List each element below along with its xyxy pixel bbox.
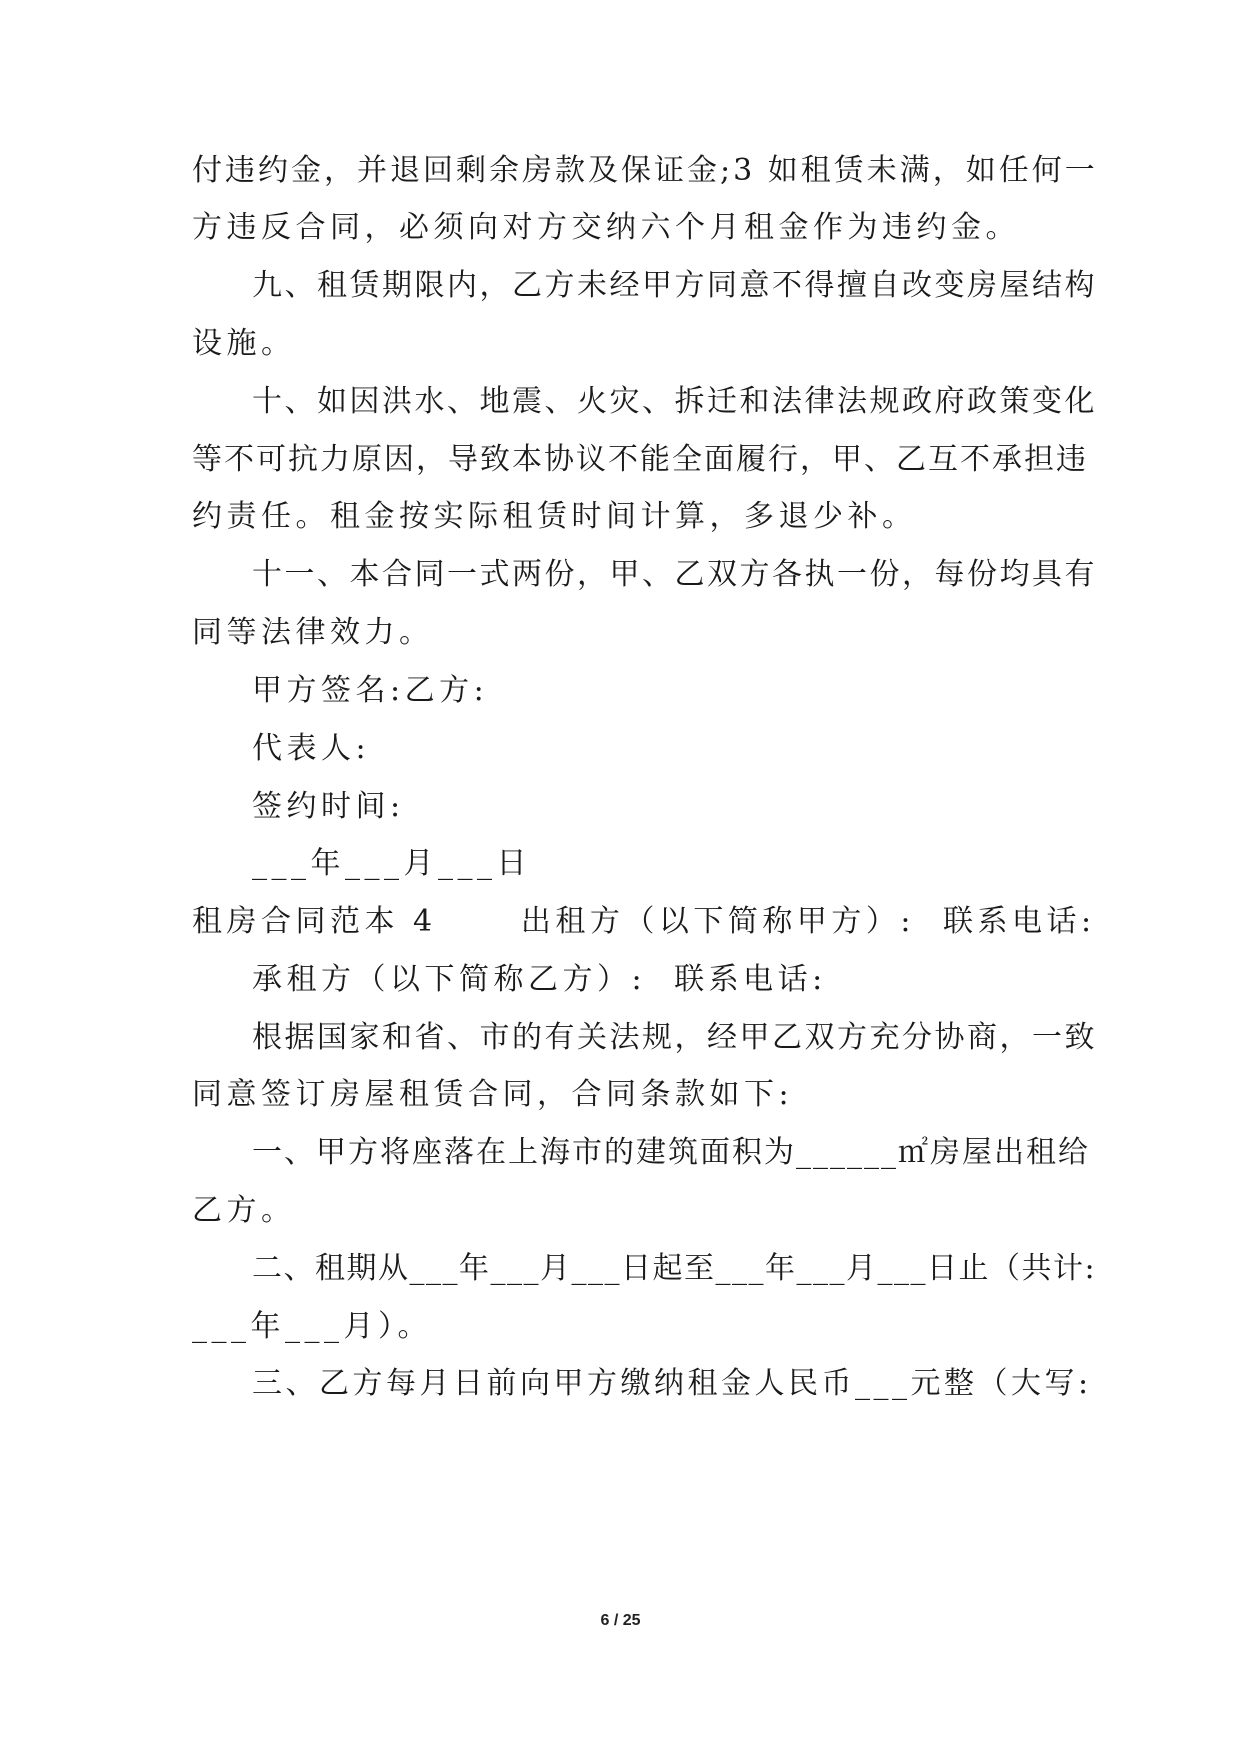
text-line: 三、乙方每月日前向甲方缴纳租金人民币___元整（大写: bbox=[252, 1366, 1092, 1401]
text-line: 代表人: bbox=[252, 731, 371, 766]
text-line: 甲方签名:乙方: bbox=[252, 673, 489, 708]
page-number: 6 / 25 bbox=[600, 1612, 641, 1629]
text-line: 十、如因洪水、地震、火灾、拆迁和法律法规政府政策变化 bbox=[252, 384, 1097, 419]
text-line: 等不可抗力原因，导致本协议不能全面履行，甲、乙互不承担违 bbox=[192, 442, 1088, 477]
text-line: ___年___月）。 bbox=[192, 1309, 432, 1344]
text-line: 签约时间: bbox=[252, 789, 405, 824]
text-line: 根据国家和省、市的有关法规，经甲乙双方充分协商，一致 bbox=[252, 1020, 1097, 1055]
text-line: 承租方（以下简称乙方）: 联系电话: bbox=[252, 962, 827, 997]
text-line: 乙方。 bbox=[192, 1193, 296, 1228]
text-line: 设施。 bbox=[192, 326, 296, 361]
text-line: 付违约金，并退回剩余房款及保证金;3 如租赁未满，如任何一 bbox=[192, 153, 1098, 188]
text-line: 同等法律效力。 bbox=[192, 615, 434, 650]
text-line: 方违反合同，必须向对方交纳六个月租金作为违约金。 bbox=[192, 210, 1020, 245]
section-heading: 租房合同范本 4 出租方（以下简称甲方）: 联系电话: bbox=[192, 904, 1096, 939]
text-line: ___年___月___日 bbox=[252, 846, 531, 881]
text-line: 一、甲方将座落在上海市的建筑面积为______㎡房屋出租给 bbox=[252, 1135, 1090, 1170]
text-line: 二、租期从___年___月___日起至___年___月___日止（共计: bbox=[252, 1251, 1097, 1286]
text-line: 九、租赁期限内，乙方未经甲方同意不得擅自改变房屋结构 bbox=[252, 268, 1097, 303]
text-line: 同意签订房屋租赁合同，合同条款如下: bbox=[192, 1077, 794, 1112]
text-line: 约责任。租金按实际租赁时间计算，多退少补。 bbox=[192, 499, 917, 534]
text-line: 十一、本合同一式两份，甲、乙双方各执一份，每份均具有 bbox=[252, 557, 1097, 592]
